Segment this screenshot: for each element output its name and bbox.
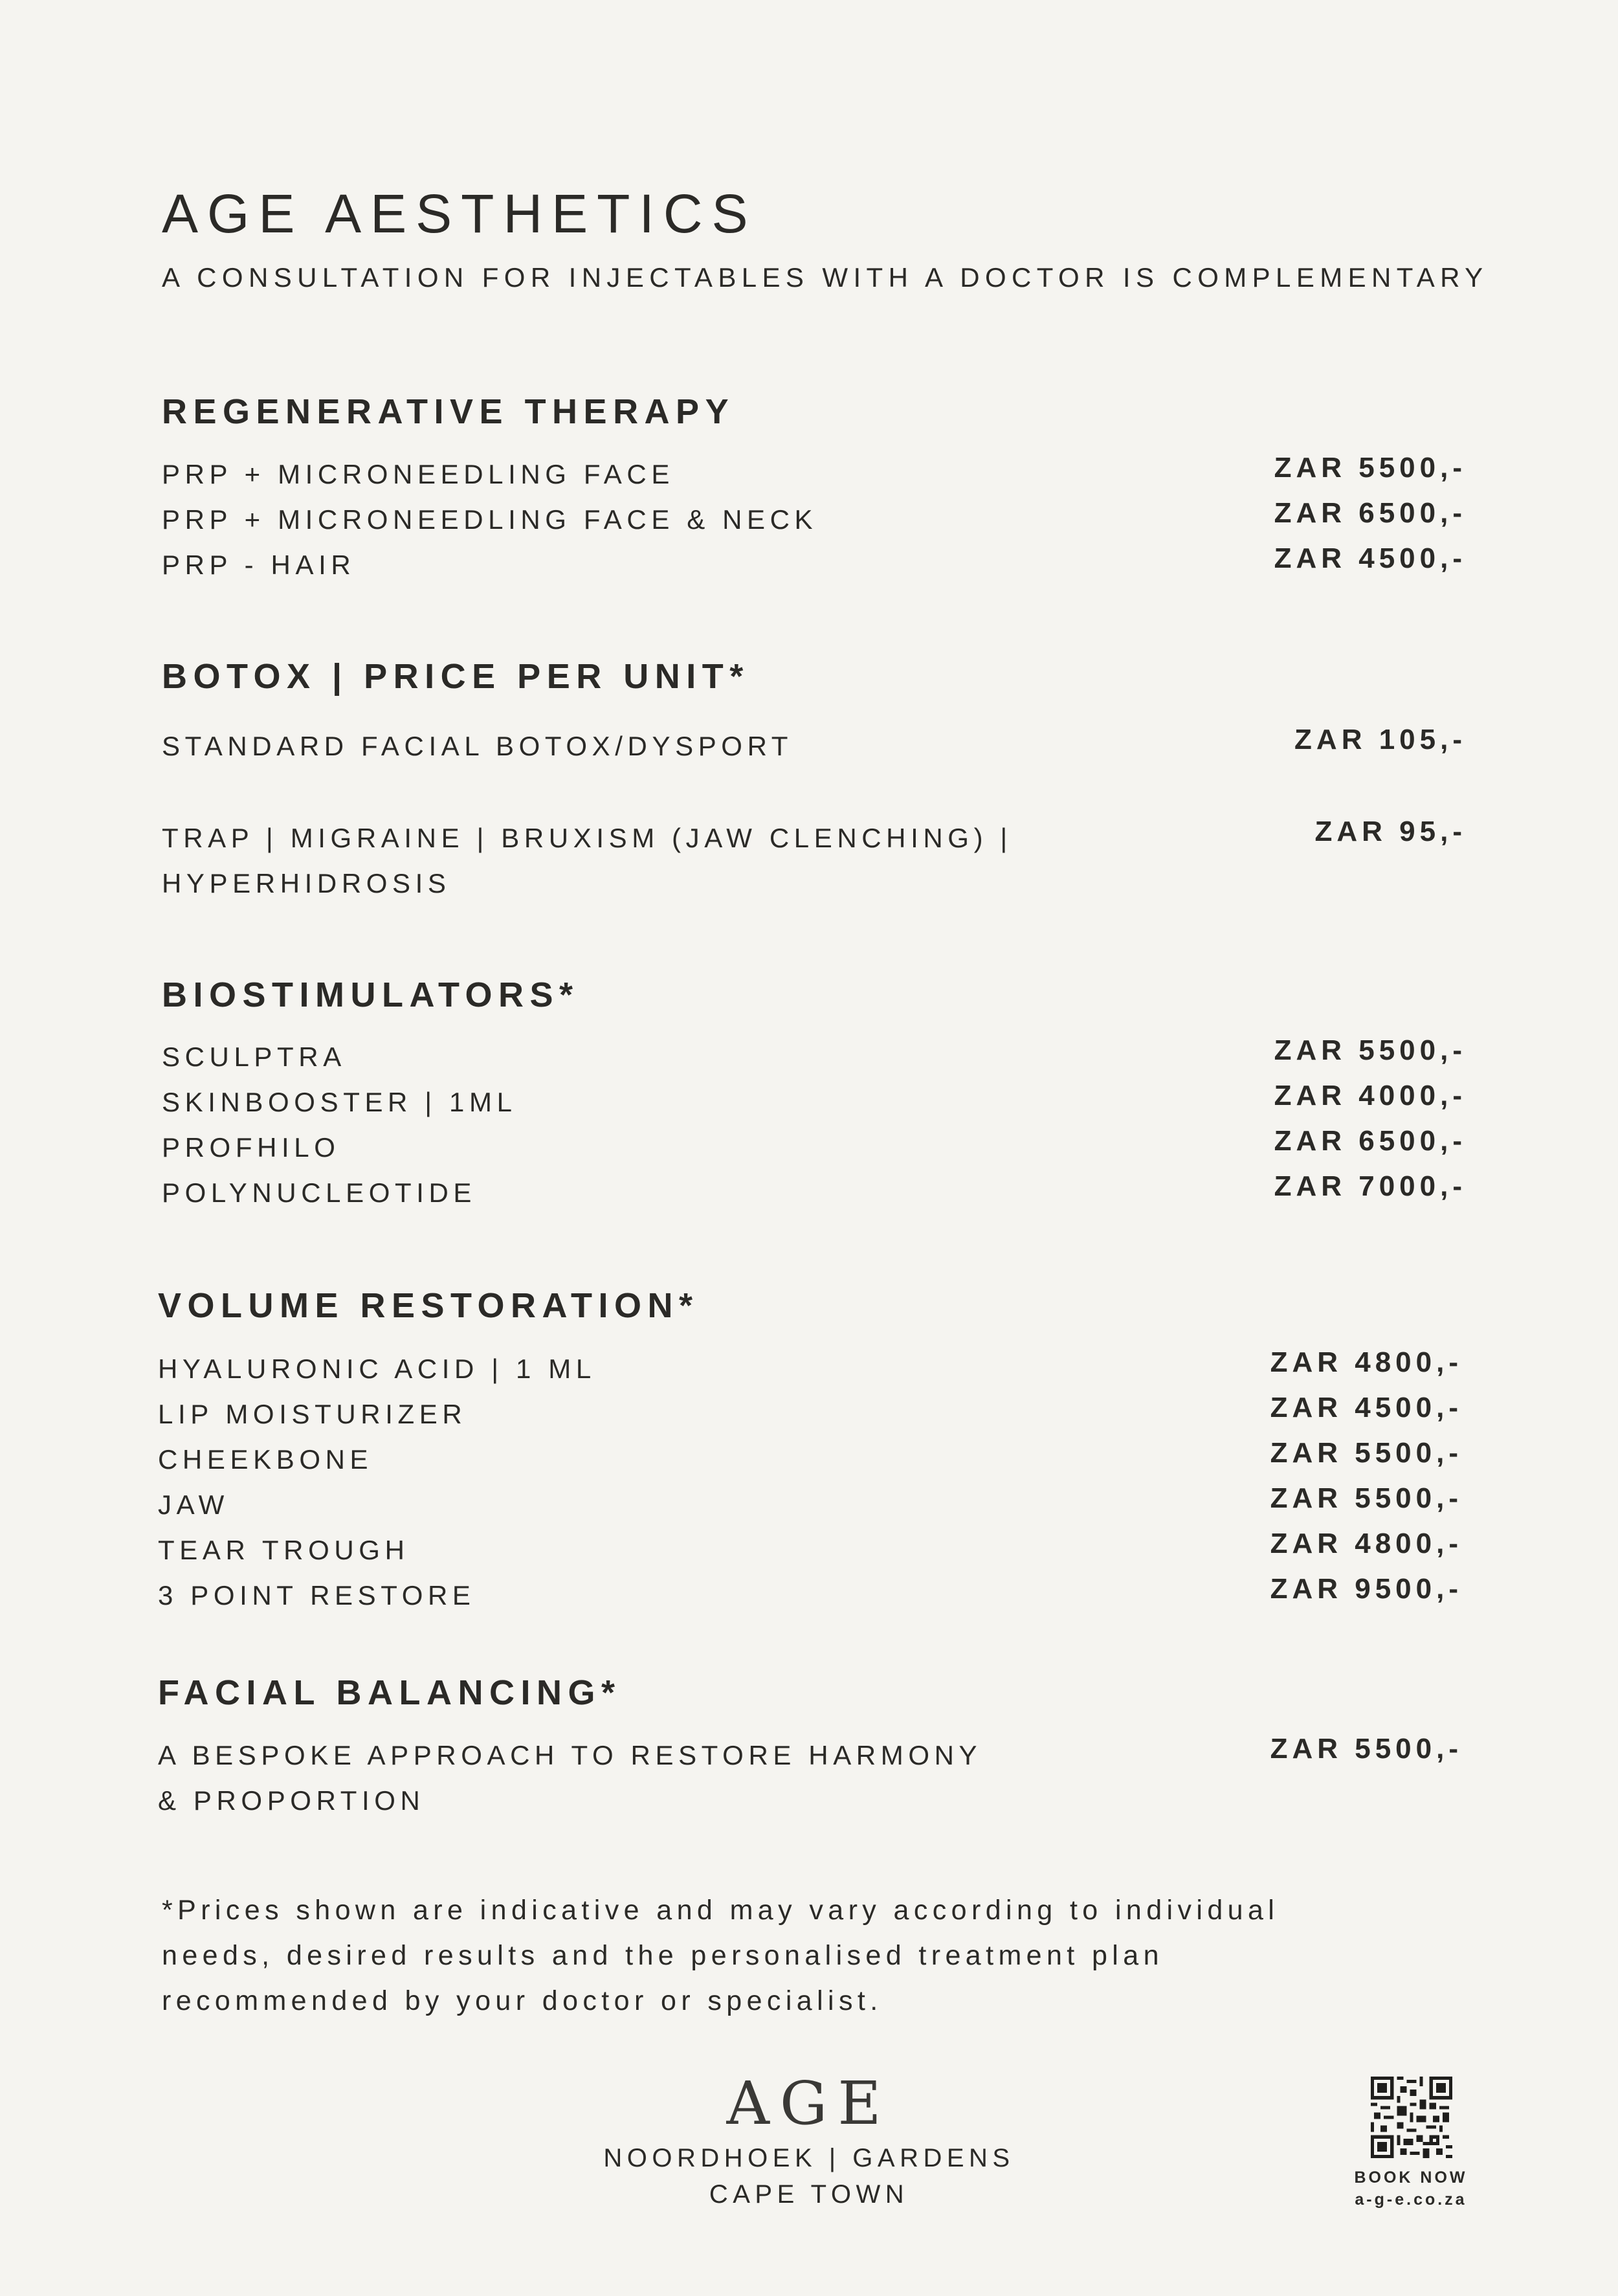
item-price: ZAR 4500,- <box>1274 542 1467 574</box>
section-title-volume: VOLUME RESTORATION* <box>158 1286 699 1325</box>
price-disclaimer <box>162 1888 1482 2023</box>
item-price: ZAR 4000,- <box>1274 1080 1467 1111</box>
item-price: ZAR 4500,- <box>1270 1392 1463 1423</box>
item-name: PRP - HAIR <box>162 550 356 580</box>
item-price: ZAR 4800,- <box>1270 1528 1463 1559</box>
item-name: SCULPTRA <box>162 1042 346 1072</box>
disclaimer-line: recommended by your doctor or specialist. <box>162 1985 883 2016</box>
item-name: POLYNUCLEOTIDE <box>162 1177 477 1208</box>
location-line: NOORDHOEK | GARDENS <box>603 2144 1015 2172</box>
page-subtitle: A CONSULTATION FOR INJECTABLES WITH A DOCTOR IS COMPLEMENTARY <box>162 262 1489 293</box>
item-name-line2: HYPERHIDROSIS <box>162 868 451 898</box>
item-name: 3 POINT RESTORE <box>158 1580 476 1611</box>
website-link[interactable]: a-g-e.co.za <box>1355 2190 1467 2209</box>
item-name: PROFHILO <box>162 1132 340 1163</box>
item-name: PRP + MICRONEEDLING FACE <box>162 459 674 489</box>
item-name: STANDARD FACIAL BOTOX/DYSPORT <box>162 731 793 761</box>
item-name-line1: TRAP | MIGRAINE | BRUXISM (JAW CLENCHING) | <box>162 823 1012 853</box>
item-name-line2: & PROPORTION <box>158 1785 425 1816</box>
book-now-label[interactable]: BOOK NOW <box>1354 2168 1468 2187</box>
disclaimer-line: *Prices shown are indicative and may vary according to individual <box>162 1895 1280 1926</box>
item-name: HYALURONIC ACID | 1 ML <box>158 1354 596 1384</box>
item-price: ZAR 5500,- <box>1270 1482 1463 1514</box>
item-name: PRP + MICRONEEDLING FACE & NECK <box>162 504 818 535</box>
item-price: ZAR 7000,- <box>1274 1170 1467 1202</box>
item-price: ZAR 6500,- <box>1274 497 1467 529</box>
item-price: ZAR 5500,- <box>1274 452 1467 484</box>
item-price: ZAR 6500,- <box>1274 1125 1467 1157</box>
disclaimer-line: needs, desired results and the personalised treatment plan <box>162 1940 1164 1971</box>
item-name: SKINBOOSTER | 1ML <box>162 1087 517 1117</box>
item-price: ZAR 105,- <box>1294 724 1467 755</box>
item-price: ZAR 9500,- <box>1270 1573 1463 1605</box>
brand-logo: AGE <box>726 2069 892 2138</box>
section-title-botox: BOTOX | PRICE PER UNIT* <box>162 657 749 696</box>
location-line: CAPE TOWN <box>709 2180 909 2209</box>
item-name: CHEEKBONE <box>158 1444 373 1475</box>
section-title-regenerative: REGENERATIVE THERAPY <box>162 392 735 431</box>
item-name: JAW <box>158 1489 229 1520</box>
item-name-line1: A BESPOKE APPROACH TO RESTORE HARMONY <box>158 1740 982 1770</box>
item-name: TEAR TROUGH <box>158 1535 410 1565</box>
page-title: AGE AESTHETICS <box>162 183 757 244</box>
qr-code-icon[interactable] <box>1371 2077 1452 2158</box>
item-price: ZAR 5500,- <box>1270 1733 1463 1765</box>
item-price: ZAR 4800,- <box>1270 1346 1463 1378</box>
section-title-biostimulators: BIOSTIMULATORS* <box>162 975 579 1014</box>
item-price: ZAR 5500,- <box>1274 1034 1467 1066</box>
item-price: ZAR 5500,- <box>1270 1437 1463 1469</box>
section-title-facial: FACIAL BALANCING* <box>158 1673 621 1712</box>
item-name: LIP MOISTURIZER <box>158 1399 467 1429</box>
item-price: ZAR 95,- <box>1314 816 1467 847</box>
